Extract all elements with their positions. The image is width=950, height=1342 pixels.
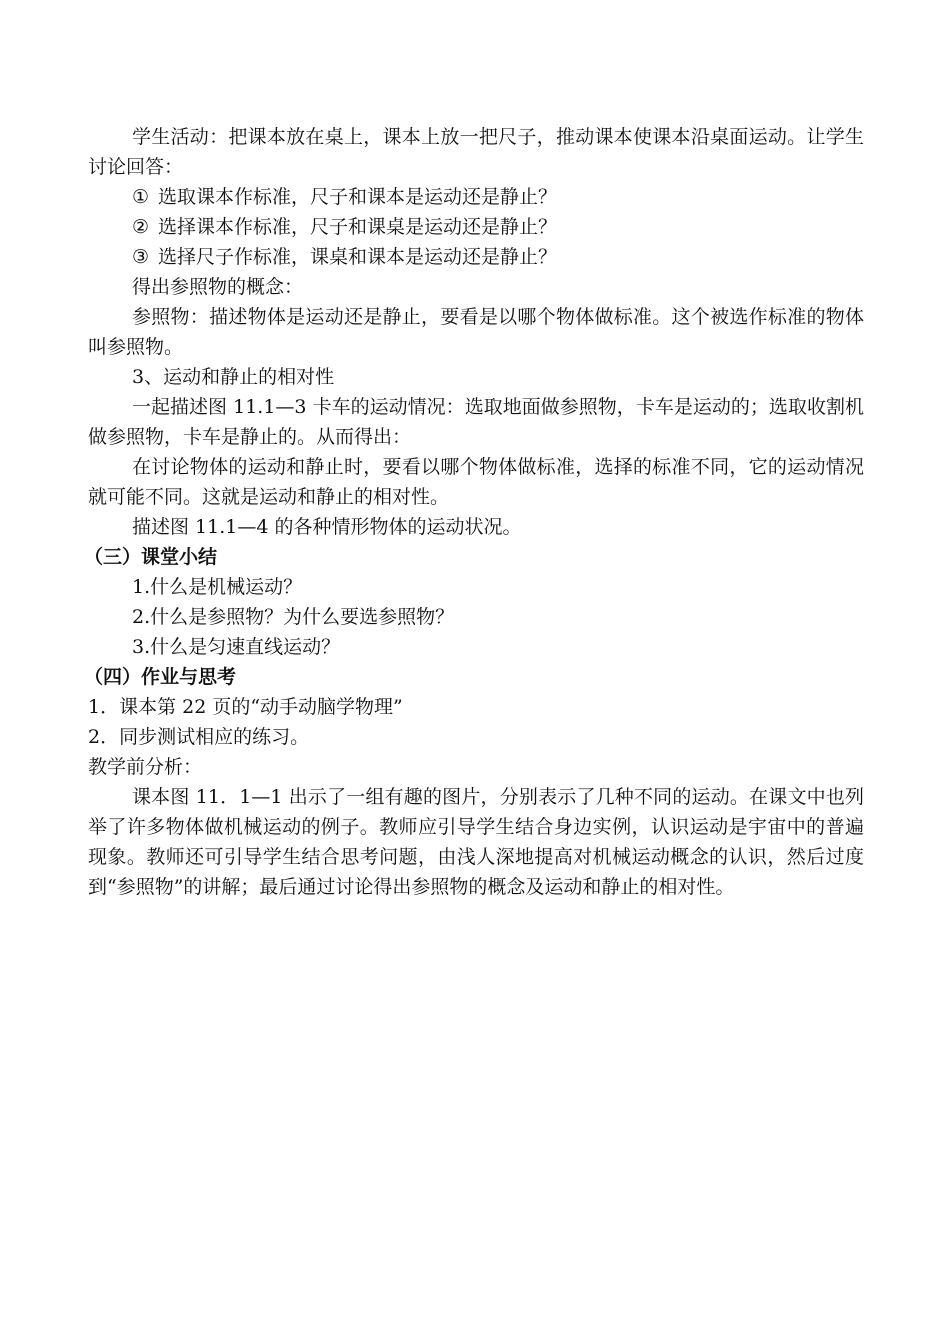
question-marker: ③ <box>132 246 150 268</box>
question-text: 选择课本作标准，尺子和课桌是运动还是静止？ <box>158 216 558 238</box>
analysis-title: 教学前分析： <box>88 756 203 778</box>
relativity-paragraph: 描述图 11.1—4 的各种情形物体的运动状况。 <box>132 516 522 538</box>
summary-heading: （三）课堂小结 <box>84 546 218 568</box>
question-text: 选取课本作标准，尺子和课本是运动还是静止？ <box>158 186 558 208</box>
concept-definition: 参照物：描述物体是运动还是静止，要看是以哪个物体做标准。这个被选作标准的物体叫参照物。 <box>88 306 864 358</box>
relativity-title: 3、运动和静止的相对性 <box>132 366 335 388</box>
question-item <box>88 182 864 212</box>
question-marker: ① <box>132 186 150 208</box>
activity-intro: 学生活动：把课本放在桌上，课本上放一把尺子，推动课本使课本沿桌面运动。让学生讨论回答： <box>88 126 864 178</box>
question-item <box>88 242 864 272</box>
question-marker: ② <box>132 216 150 238</box>
analysis-body: 课本图 11．1—1 出示了一组有趣的图片，分别表示了几种不同的运动。在课文中也列举了许多物体做机械运动的例子。教师应引导学生结合身边实例，认识运动是宇宙中的普遍现象。教师还可引导学生结合思考问题，由浅人深地提高对机械运动概念的认识，然后过度到“参照物”的讲解；最后通过讨论得出参照物的概念及运动和静止的相对性。 <box>88 786 864 898</box>
document-body <box>84 122 864 902</box>
summary-item: 3.什么是匀速直线运动？ <box>132 636 341 658</box>
summary-item: 1.什么是机械运动？ <box>132 576 303 598</box>
question-text: 选择尺子作标准，课桌和课本是运动还是静止？ <box>158 246 558 268</box>
concept-lead: 得出参照物的概念： <box>132 276 304 298</box>
homework-item: 1．课本第 22 页的“动手动脑学物理” <box>88 696 403 718</box>
relativity-paragraph: 在讨论物体的运动和静止时，要看以哪个物体做标准，选择的标准不同，它的运动情况就可能不同。这就是运动和静止的相对性。 <box>88 456 864 508</box>
homework-heading: （四）作业与思考 <box>84 666 237 688</box>
question-item <box>88 212 864 242</box>
summary-item: 2.什么是参照物？为什么要选参照物？ <box>132 606 455 628</box>
homework-item: 2．同步测试相应的练习。 <box>88 726 310 748</box>
relativity-paragraph: 一起描述图 11.1—3 卡车的运动情况：选取地面做参照物，卡车是运动的；选取收割机做参照物，卡车是静止的。从而得出： <box>88 396 864 448</box>
